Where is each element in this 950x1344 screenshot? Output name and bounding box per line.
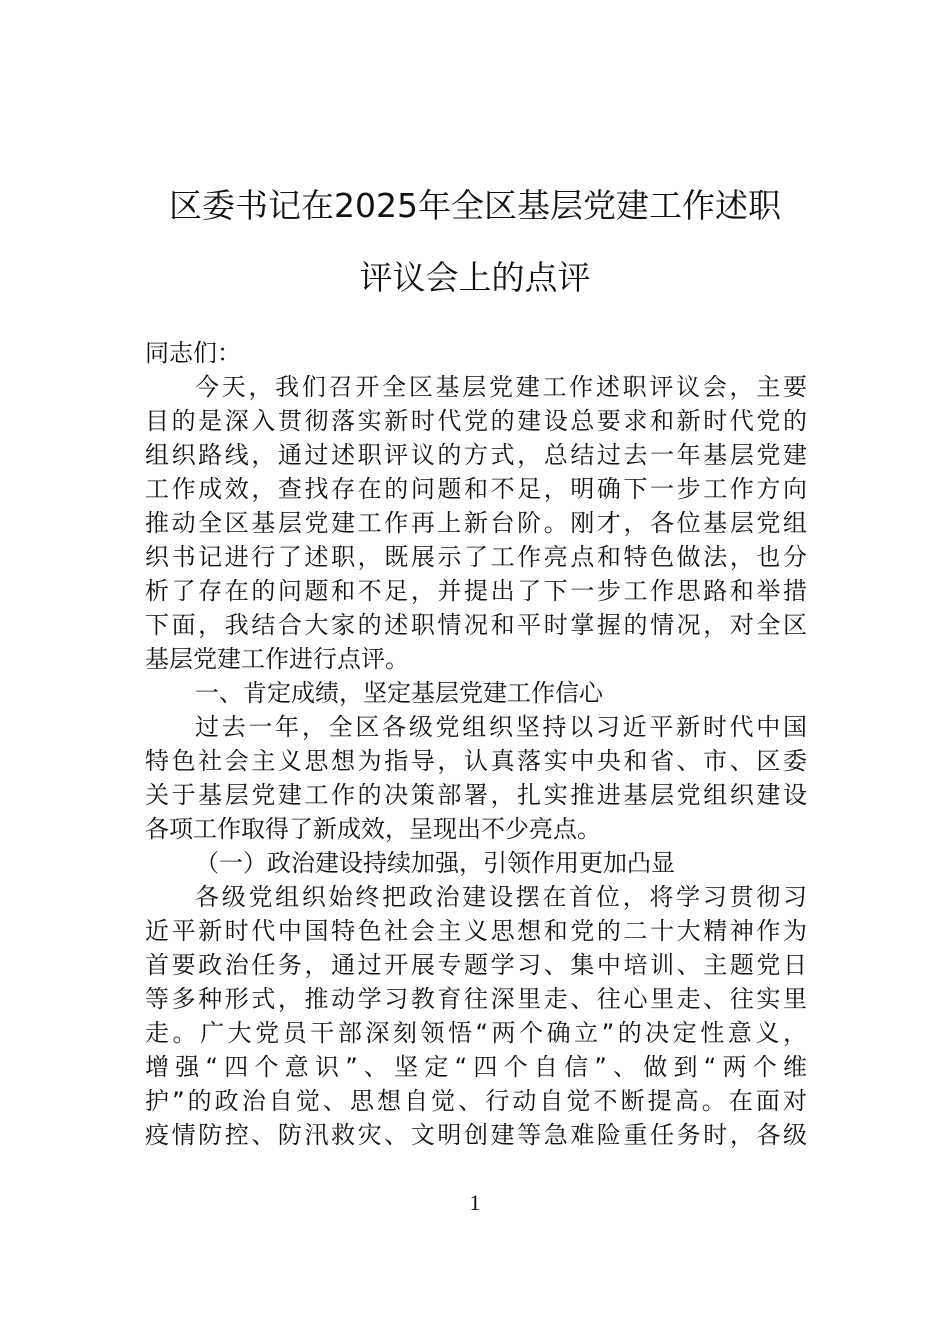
text-line: 关于基层党建工作的决策部署，扎实推进基层党组织建设 [145,781,807,809]
text-line: 下面，我结合大家的述职情况和平时掌握的情况，对全区 [145,611,807,639]
text-line: 走。广大党员干部深刻领悟“两个确立”的决定性意义， [145,1019,807,1047]
text-line: 工作成效，查找存在的问题和不足，明确下一步工作方向 [145,475,807,503]
text-line: 各级党组织始终把政治建设摆在首位，将学习贯彻习 [195,883,807,911]
text-line: 各项工作取得了新成效，呈现出不少亮点。 [145,815,601,843]
text-line: 织书记进行了述职，既展示了工作亮点和特色做法，也分 [145,543,807,571]
text-line: 疫情防控、防汛救灾、文明创建等急难险重任务时，各级 [145,1121,807,1149]
text-line: 组织路线，通过述职评议的方式，总结过去一年基层党建 [145,441,807,469]
text-line: 等多种形式，推动学习教育往深里走、往心里走、往实里 [145,985,807,1013]
title-line-2: 评议会上的点评 [359,258,591,297]
text-line: 基层党建工作进行点评。 [145,645,409,673]
page-number: 1 [469,1190,481,1215]
text-line: 过去一年，全区各级党组织坚持以习近平新时代中国 [195,713,807,741]
text-line: 增强“四个意识”、坚定“四个自信”、做到“两个维 [145,1053,807,1081]
text-line: 一、肯定成绩，坚定基层党建工作信心 [195,679,603,707]
text-line: （一）政治建设持续加强，引领作用更加凸显 [195,849,675,877]
title-line-1: 区委书记在2025年全区基层党建工作述职 [169,186,781,225]
document-title [140,170,810,314]
document-body [145,336,807,1152]
text-line: 目的是深入贯彻落实新时代党的建设总要求和新时代党的 [145,407,807,435]
text-line: 今天，我们召开全区基层党建工作述职评议会，主要 [195,373,807,401]
text-line: 推动全区基层党建工作再上新台阶。刚才，各位基层党组 [145,509,807,537]
body-text [145,370,807,1152]
salutation: 同志们： [145,339,241,367]
text-line: 析了存在的问题和不足，并提出了下一步工作思路和举措 [145,577,807,605]
text-line: 护”的政治自觉、思想自觉、行动自觉不断提高。在面对 [145,1087,807,1115]
text-line: 近平新时代中国特色社会主义思想和党的二十大精神作为 [145,917,807,945]
text-line: 首要政治任务，通过开展专题学习、集中培训、主题党日 [145,951,807,979]
text-line: 特色社会主义思想为指导，认真落实中央和省、市、区委 [145,747,807,775]
